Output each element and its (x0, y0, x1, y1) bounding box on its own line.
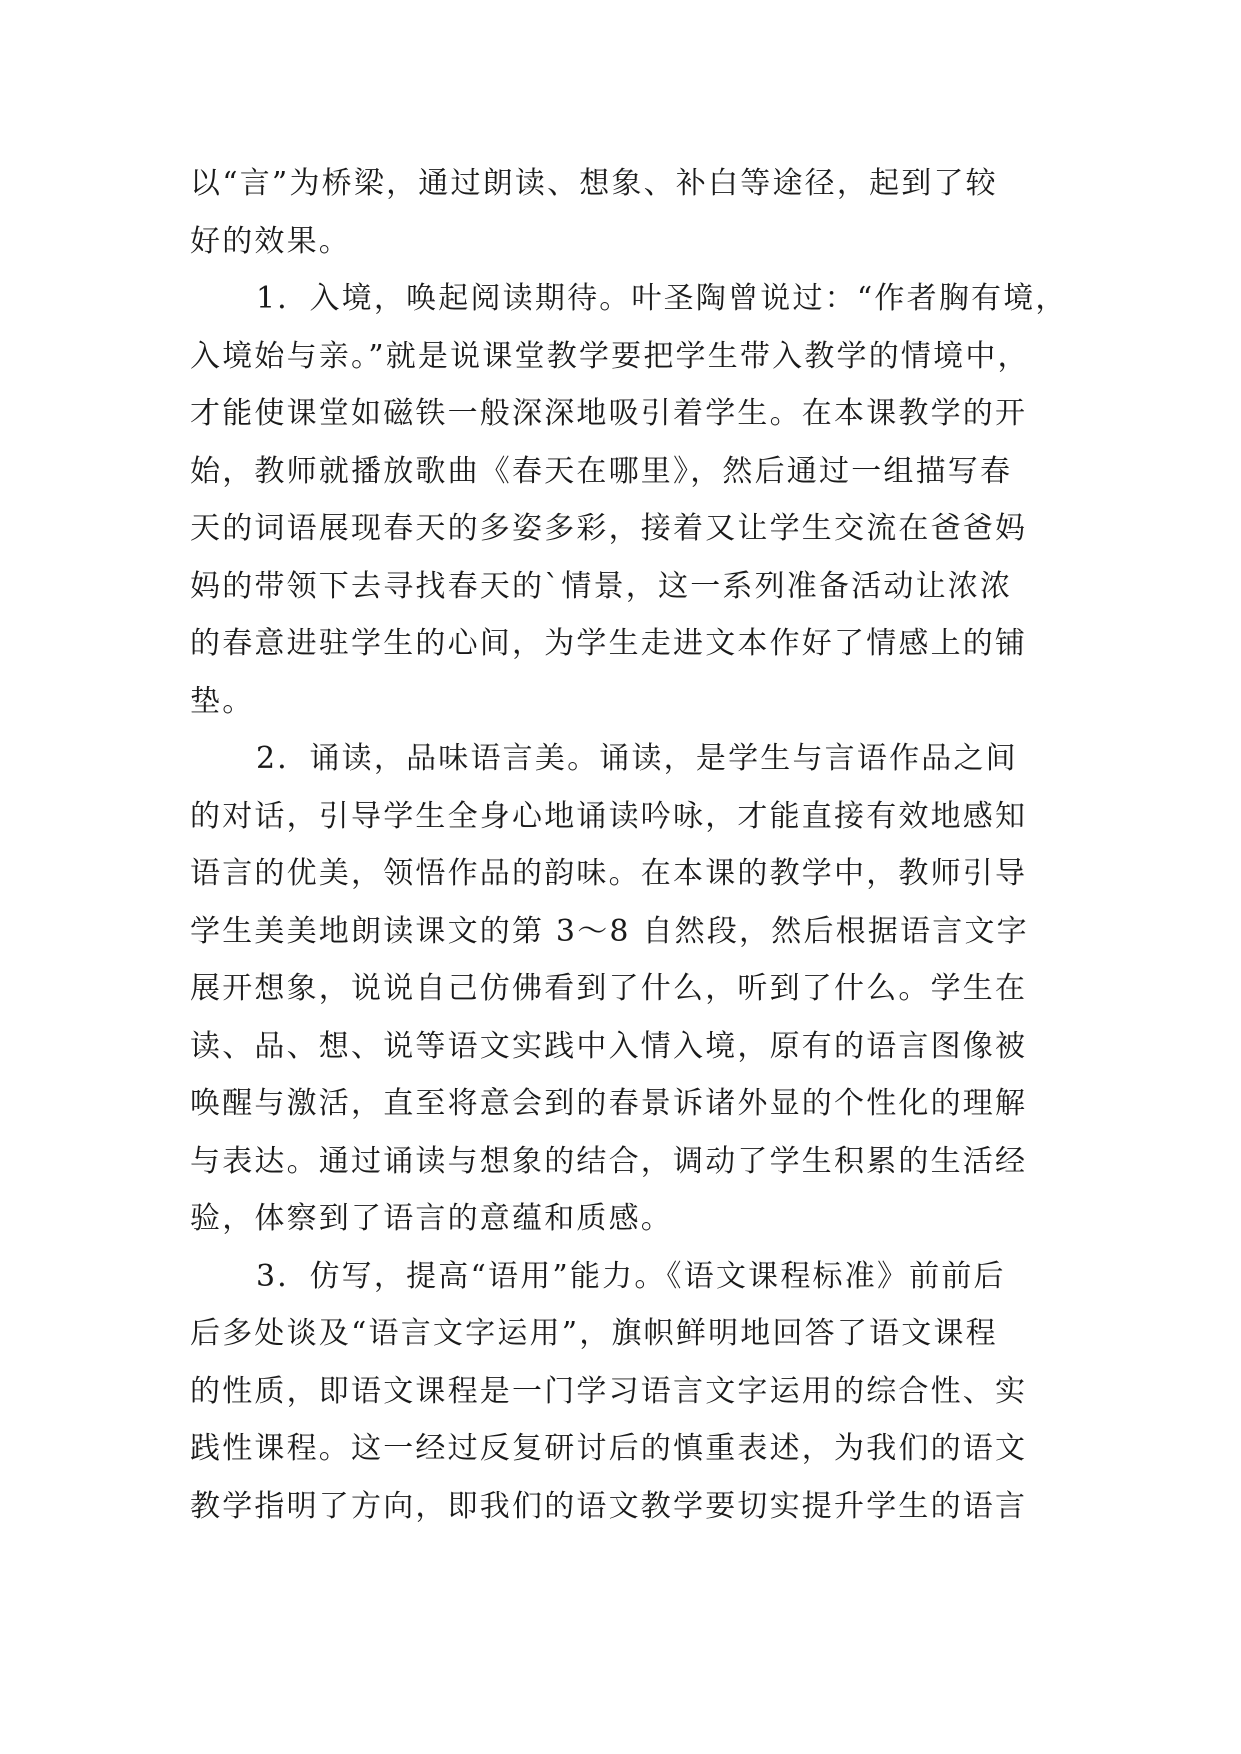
text-line: 1．入境，唤起阅读期待。叶圣陶曾说过：“作者胸有境， (256, 281, 1068, 316)
text-line: 学生美美地朗读课文的第 3～8 自然段，然后根据语言文字 (190, 913, 1029, 949)
text-line: 读、品、想、说等语文实践中入情入境，原有的语言图像被 (190, 1028, 1028, 1064)
text-line: 以“言”为桥梁，通过朗读、想象、补白等途径，起到了较 (190, 166, 998, 201)
text-line: 唤醒与激活，直至将意会到的春景诉诸外显的个性化的理解 (190, 1086, 1028, 1121)
text-line: 教学指明了方向，即我们的语文教学要切实提升学生的语言 (190, 1488, 1028, 1524)
text-line: 践性课程。这一经过反复研讨后的慎重表述，为我们的语文 (190, 1431, 1028, 1466)
text-line: 的春意进驻学生的心间，为学生走进文本作好了情感上的铺 (190, 626, 1028, 661)
text-line: 才能使课堂如磁铁一般深深地吸引着学生。在本课教学的开 (190, 396, 1028, 431)
text-line: 后多处谈及“语言文字运用”，旗帜鲜明地回答了语文课程 (190, 1316, 998, 1351)
text-line: 语言的优美，领悟作品的韵味。在本课的教学中，教师引导 (190, 856, 1028, 891)
text-line: 入境始与亲。”就是说课堂教学要把学生带入教学的情境中， (190, 338, 1030, 374)
text-line: 与表达。通过诵读与想象的结合，调动了学生积累的生活经 (190, 1143, 1028, 1179)
text-line: 的性质，即语文课程是一门学习语言文字运用的综合性、实 (190, 1373, 1028, 1409)
text-line: 天的词语展现春天的多姿多彩，接着又让学生交流在爸爸妈 (190, 511, 1028, 546)
text-line: 展开想象，说说自己仿佛看到了什么，听到了什么。学生在 (190, 971, 1028, 1006)
body-text (190, 155, 1070, 1535)
text-line: 垫。 (190, 683, 255, 719)
text-line: 妈的带领下去寻找春天的`情景，这一系列准备活动让浓浓 (190, 568, 1013, 604)
text-line: 3．仿写，提高“语用”能力。《语文课程标准》前前后 (256, 1258, 1006, 1294)
text-line: 验，体察到了语言的意蕴和质感。 (190, 1201, 673, 1236)
text-line: 2．诵读，品味语言美。诵读，是学生与言语作品之间 (256, 741, 1018, 776)
text-line: 始，教师就播放歌曲《春天在哪里》，然后通过一组描写春 (190, 453, 1013, 489)
text-line: 的对话，引导学生全身心地诵读吟咏，才能直接有效地感知 (190, 798, 1028, 834)
text-line: 好的效果。 (190, 223, 351, 259)
